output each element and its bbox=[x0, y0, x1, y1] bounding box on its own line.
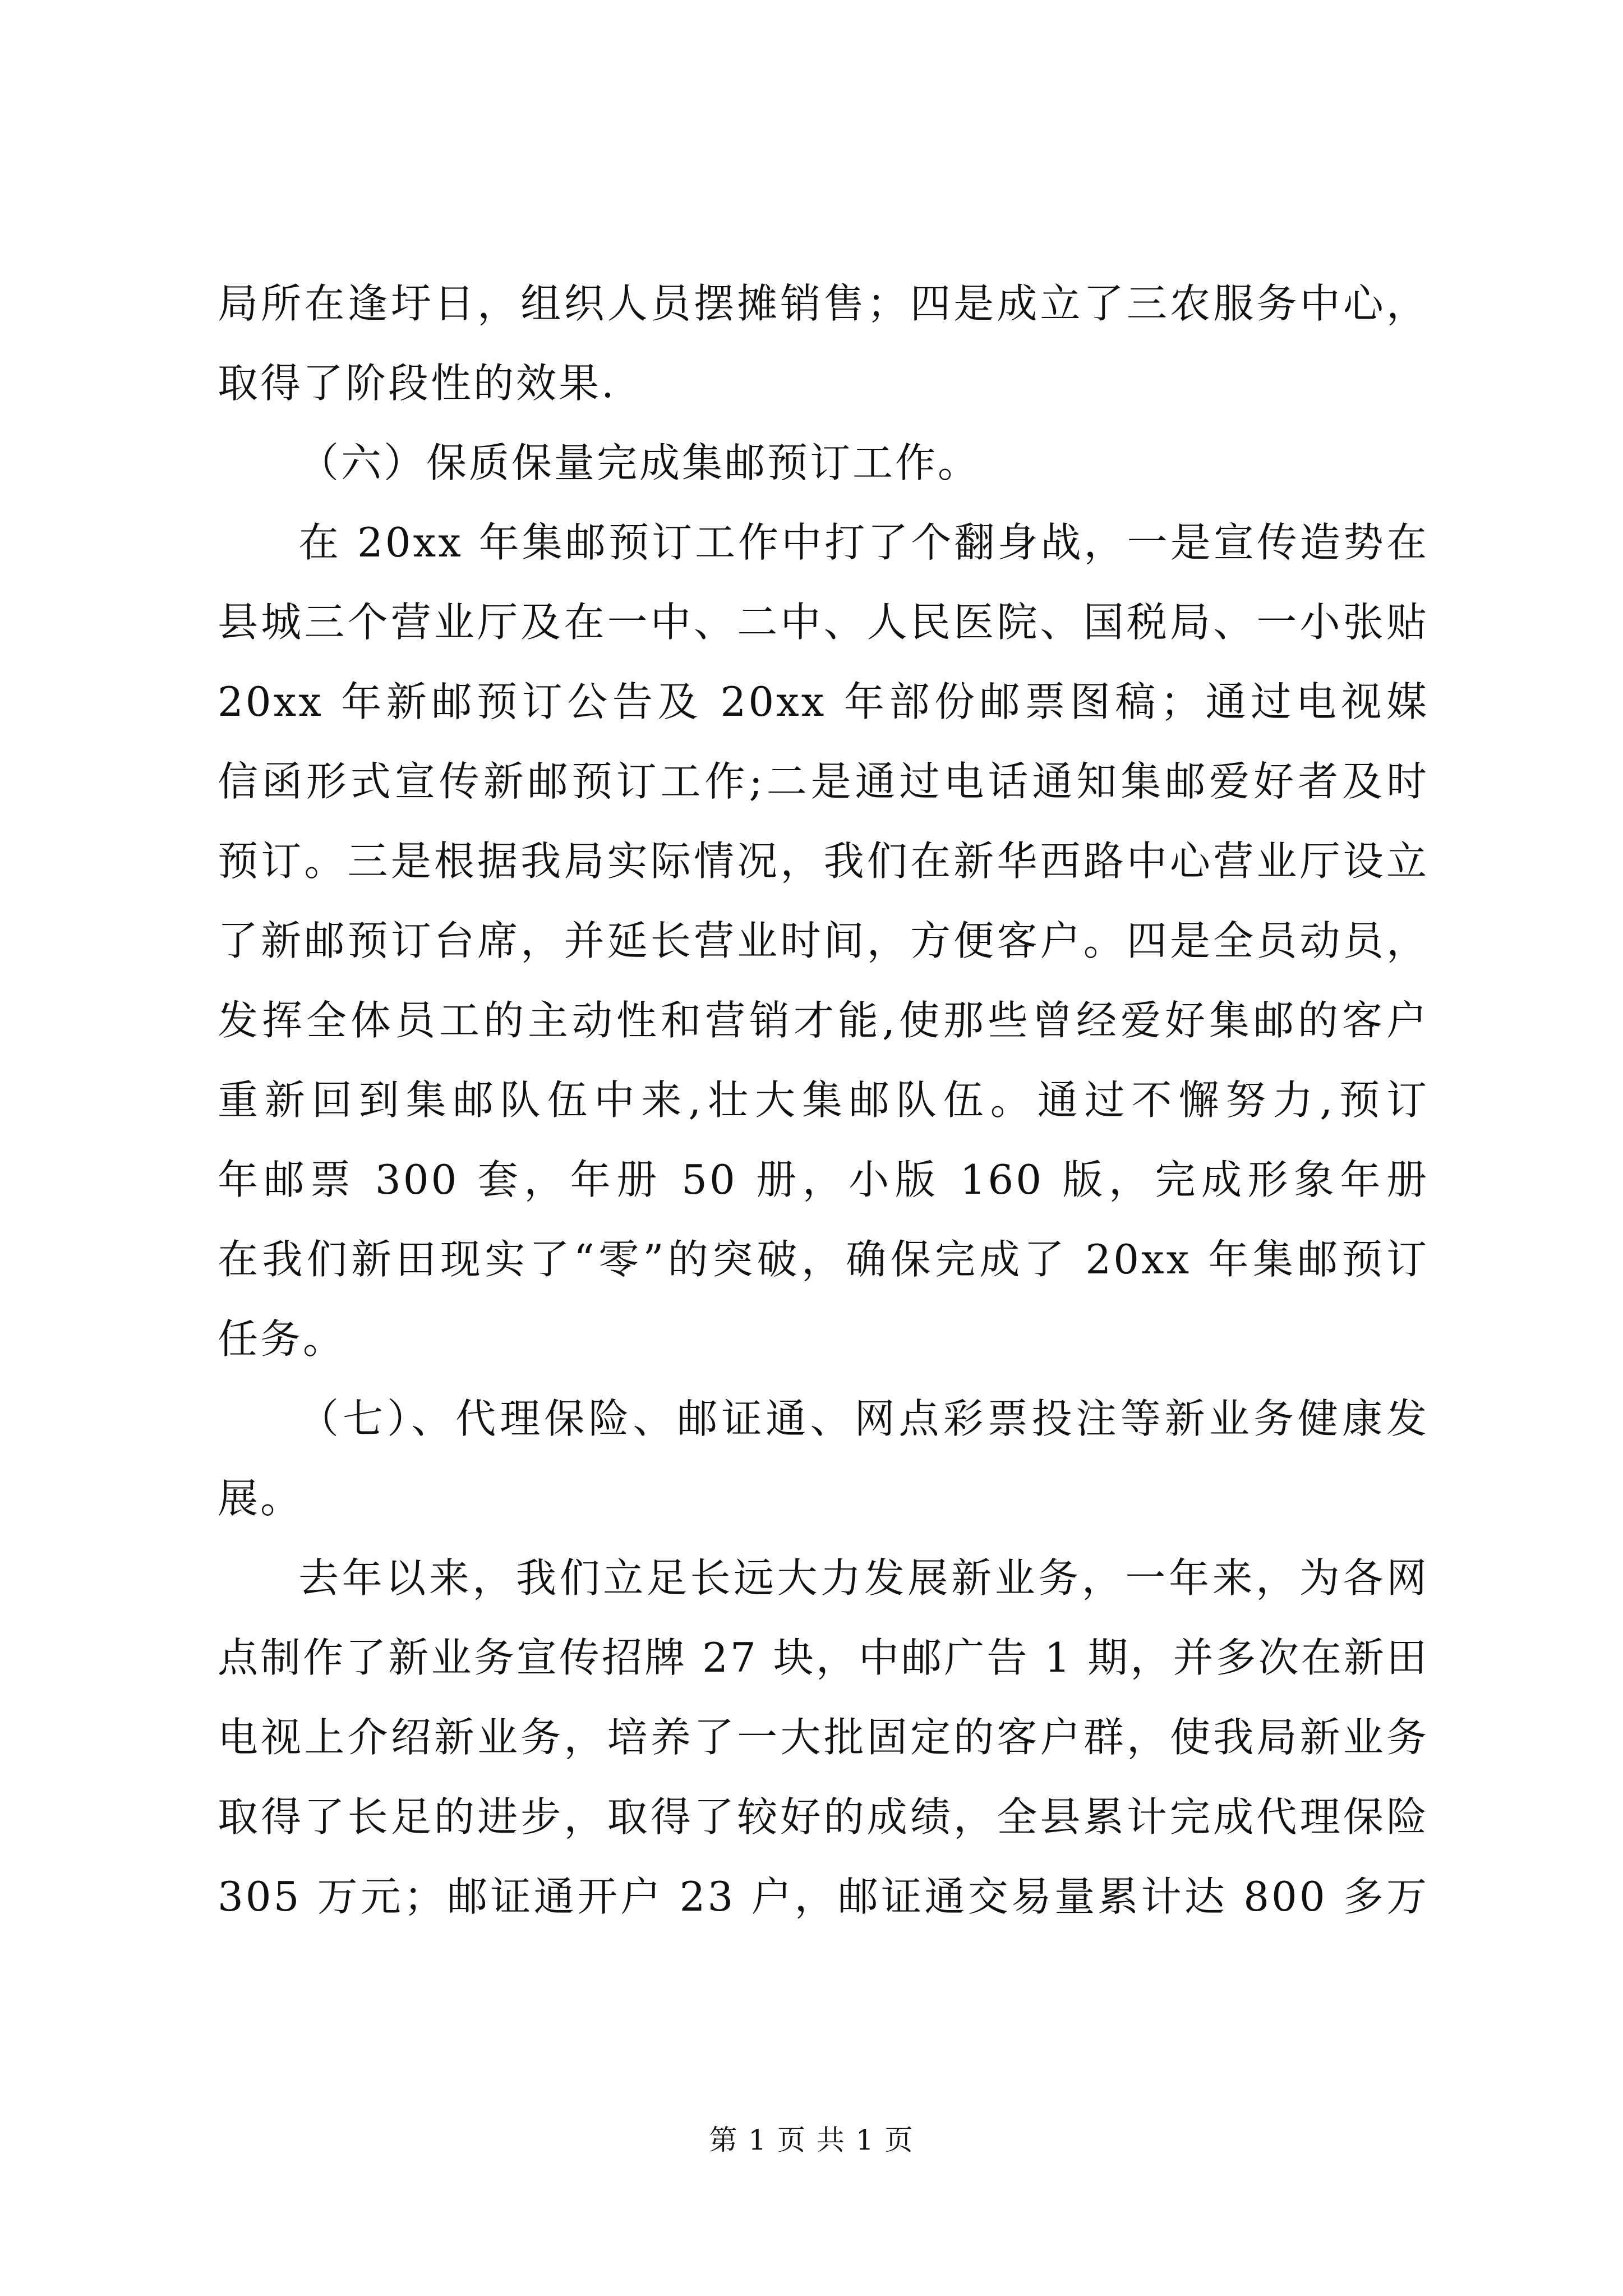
text-line: 取得了阶段性的效果. bbox=[218, 360, 616, 407]
document-body bbox=[218, 264, 1429, 1936]
text-line: 305 万元；邮证通开户 23 户，邮证通交易量累计达 800 多万 bbox=[218, 1873, 1429, 1920]
section-heading: 展。 bbox=[218, 1475, 303, 1522]
page-footer: 第 1 页 共 1 页 bbox=[709, 2124, 914, 2156]
text-line: 重新回到集邮队伍中来,壮大集邮队伍。通过不懈努力,预订 bbox=[218, 1076, 1429, 1124]
text-line: 局所在逢圩日，组织人员摆摊销售；四是成立了三农服务中心， bbox=[218, 280, 1429, 327]
text-line: 发挥全体员工的主动性和营销才能,使那些曾经爱好集邮的客户 bbox=[218, 997, 1429, 1044]
text-line: 预订。三是根据我局实际情况，我们在新华西路中心营业厅设立 bbox=[218, 838, 1429, 885]
text-line: 20xx 年新邮预订公告及 20xx 年部份邮票图稿；通过电视媒 bbox=[218, 678, 1429, 725]
text-line: 取得了长足的进步，取得了较好的成绩，全县累计完成代理保险 bbox=[218, 1793, 1429, 1841]
text-line: 在 20xx 年集邮预订工作中打了个翻身战，一是宣传造势在 bbox=[298, 519, 1429, 566]
text-line: 了新邮预订台席，并延长营业时间，方便客户。四是全员动员， bbox=[218, 917, 1429, 964]
text-line: 年邮票 300 套，年册 50 册，小版 160 版，完成形象年册 bbox=[218, 1156, 1429, 1203]
text-line: 县城三个营业厅及在一中、二中、人民医院、国税局、一小张贴 bbox=[218, 599, 1429, 646]
text-line: 在我们新田现实了“零”的突破，确保完成了 20xx 年集邮预订 bbox=[218, 1236, 1429, 1283]
section-heading: （六）保质保量完成集邮预订工作。 bbox=[298, 439, 981, 486]
text-line: 电视上介绍新业务，培养了一大批固定的客户群，使我局新业务 bbox=[218, 1714, 1429, 1761]
text-line: 去年以来，我们立足长远大力发展新业务，一年来，为各网 bbox=[298, 1554, 1429, 1602]
text-line: 信函形式宣传新邮预订工作;二是通过电话通知集邮爱好者及时 bbox=[218, 758, 1429, 805]
section-heading: （七）、代理保险、邮证通、网点彩票投注等新业务健康发 bbox=[298, 1395, 1429, 1442]
text-line: 点制作了新业务宣传招牌 27 块，中邮广告 1 期，并多次在新田 bbox=[218, 1634, 1429, 1681]
text-line: 任务。 bbox=[218, 1315, 346, 1363]
